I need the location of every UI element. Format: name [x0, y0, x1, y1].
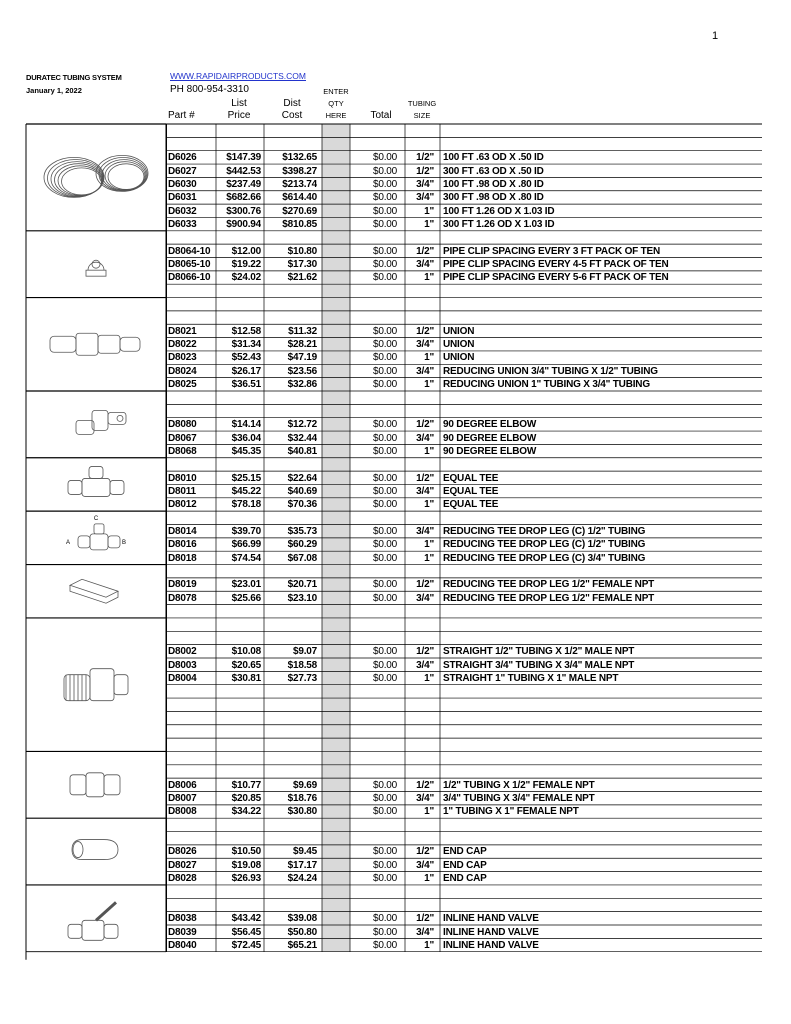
dist-cost: $21.62	[287, 272, 317, 284]
dist-cost: $132.65	[282, 152, 317, 164]
list-price: $147.39	[226, 152, 261, 164]
total-value: $0.00	[372, 873, 397, 885]
dist-cost: $9.07	[292, 646, 317, 658]
tubing-size: 1"	[424, 552, 434, 564]
total-value: $0.00	[372, 192, 397, 204]
tubing-size: 1"	[424, 272, 434, 284]
list-price: $20.85	[231, 793, 261, 804]
dist-cost: $12.72	[287, 419, 317, 431]
item-description: END CAP	[443, 859, 487, 871]
part-number: D8018	[168, 552, 197, 564]
list-price: $43.42	[231, 913, 261, 925]
part-number: D8008	[168, 806, 197, 818]
tubing-size: 1/2"	[416, 165, 434, 177]
dist-cost: $28.21	[287, 339, 317, 351]
dist-cost: $50.80	[287, 926, 317, 938]
total-value: $0.00	[372, 352, 397, 364]
list-price: $442.53	[226, 165, 261, 177]
dist-cost: $23.56	[287, 365, 317, 377]
list-price: $25.66	[231, 592, 261, 604]
dist-cost: $17.30	[287, 259, 317, 270]
item-description: PIPE CLIP SPACING EVERY 4-5 FT PACK OF TEN	[443, 259, 669, 270]
item-description: 100 FT .63 OD X .50 ID	[443, 152, 544, 164]
total-value: $0.00	[372, 432, 397, 444]
list-price: $12.00	[231, 245, 261, 257]
item-description: UNION	[443, 325, 475, 337]
dist-cost: $810.85	[282, 218, 317, 230]
total-value: $0.00	[372, 339, 397, 351]
tubing-size: 3/4"	[416, 659, 434, 671]
list-price: $14.14	[231, 419, 261, 431]
part-number: D8019	[168, 579, 197, 591]
tubing-size: 1"	[424, 873, 434, 885]
dist-cost: $23.10	[287, 592, 317, 604]
list-price: $72.45	[231, 939, 261, 951]
tubing-size: 3/4"	[416, 365, 434, 377]
list-price: $66.99	[231, 539, 261, 551]
dist-cost: $65.21	[287, 939, 317, 951]
item-description: REDUCING UNION 1" TUBING X 3/4" TUBING	[443, 379, 650, 391]
tubing-size: 1"	[424, 205, 434, 217]
dist-cost: $11.32	[288, 325, 317, 337]
item-description: STRAIGHT 3/4" TUBING X 3/4" MALE NPT	[443, 659, 635, 671]
list-price: $20.65	[231, 659, 261, 671]
part-number: D6030	[168, 178, 197, 190]
part-number: D8022	[168, 339, 197, 351]
part-number: D8007	[168, 793, 197, 804]
drop-leg-icon	[70, 579, 118, 603]
list-price: $10.77	[231, 779, 261, 791]
tubing-size: 1"	[424, 806, 434, 818]
part-number: D8080	[168, 419, 197, 431]
total-value: $0.00	[372, 165, 397, 177]
item-description: 100 FT 1.26 OD X 1.03 ID	[443, 205, 555, 217]
header-qty-2: QTY	[328, 99, 344, 108]
total-value: $0.00	[372, 485, 397, 497]
total-value: $0.00	[372, 579, 397, 591]
total-value: $0.00	[372, 272, 397, 284]
item-description: 300 FT .63 OD X .50 ID	[443, 165, 544, 177]
dist-cost: $18.58	[287, 659, 317, 671]
list-price: $300.76	[226, 205, 261, 217]
dist-cost: $213.74	[282, 178, 317, 190]
list-price: $10.50	[231, 846, 261, 858]
total-value: $0.00	[372, 205, 397, 217]
tubing-size: 1"	[424, 939, 434, 951]
item-description: EQUAL TEE	[443, 499, 499, 511]
item-description: END CAP	[443, 846, 487, 858]
item-description: REDUCING TEE DROP LEG 1/2" FEMALE NPT	[443, 579, 655, 591]
tubing-size: 1/2"	[416, 245, 434, 257]
list-price: $39.70	[231, 526, 261, 537]
tubing-size: 3/4"	[416, 259, 434, 270]
dist-cost: $9.45	[292, 846, 317, 858]
item-description: 90 DEGREE ELBOW	[443, 432, 537, 444]
tubing-size: 3/4"	[416, 432, 434, 444]
tubing-coil-icon	[44, 155, 148, 197]
part-number: D8012	[168, 499, 197, 511]
header-dist-2: Cost	[281, 110, 303, 121]
part-number: D8065-10	[168, 259, 211, 270]
tubing-size: 1/2"	[416, 579, 434, 591]
dist-cost: $614.40	[282, 192, 317, 204]
header-dist-1: Dist	[283, 98, 301, 109]
dist-cost: $17.17	[287, 859, 317, 871]
tubing-size: 3/4"	[416, 526, 434, 537]
part-number: D8026	[168, 846, 197, 858]
item-description: EQUAL TEE	[443, 472, 499, 484]
tubing-size: 1/2"	[416, 472, 434, 484]
list-price: $23.01	[231, 579, 261, 591]
dist-cost: $32.86	[287, 379, 317, 391]
item-description: 1" TUBING X 1" FEMALE NPT	[443, 806, 579, 818]
male-connector-icon	[64, 669, 128, 701]
total-value: $0.00	[372, 499, 397, 511]
tubing-size: 1"	[424, 445, 434, 457]
list-price: $31.34	[231, 339, 261, 351]
item-description: PIPE CLIP SPACING EVERY 5-6 FT PACK OF TEN	[443, 272, 669, 284]
list-price: $19.22	[231, 259, 261, 270]
dist-cost: $47.19	[287, 352, 317, 364]
item-description: INLINE HAND VALVE	[443, 939, 539, 951]
tubing-size: 3/4"	[416, 178, 434, 190]
phone-number: PH 800-954-3310	[170, 84, 249, 95]
list-price: $45.35	[231, 445, 261, 457]
list-price: $78.18	[231, 499, 261, 511]
tubing-size: 1/2"	[416, 846, 434, 858]
total-value: $0.00	[372, 779, 397, 791]
total-value: $0.00	[372, 259, 397, 270]
item-description: END CAP	[443, 873, 487, 885]
website-link[interactable]: WWW.RAPIDAIRPRODUCTS.COM	[170, 71, 306, 81]
header-qty-1: ENTER	[323, 87, 349, 96]
item-description: 3/4" TUBING X 3/4" FEMALE NPT	[443, 793, 595, 804]
item-description: 90 DEGREE ELBOW	[443, 445, 537, 457]
total-value: $0.00	[372, 793, 397, 804]
item-description: UNION	[443, 352, 475, 364]
header-size-2: SIZE	[413, 111, 431, 120]
total-value: $0.00	[372, 659, 397, 671]
list-price: $12.58	[231, 325, 261, 337]
item-description: 100 FT .98 OD X .80 ID	[443, 178, 544, 190]
part-number: D6031	[168, 192, 197, 204]
item-description: REDUCING TEE DROP LEG (C) 1/2" TUBING	[443, 526, 646, 537]
item-description: STRAIGHT 1" TUBING X 1" MALE NPT	[443, 672, 619, 684]
header-list-1: List	[231, 98, 247, 109]
tubing-size: 3/4"	[416, 926, 434, 938]
part-number: D8067	[168, 432, 197, 444]
item-description: INLINE HAND VALVE	[443, 913, 539, 925]
dist-cost: $270.69	[282, 205, 317, 217]
total-value: $0.00	[372, 552, 397, 564]
part-number: D8003	[168, 659, 197, 671]
part-number: D8027	[168, 859, 197, 871]
equal-tee-icon	[68, 466, 124, 496]
union-icon	[50, 333, 140, 355]
tubing-size: 1"	[424, 352, 434, 364]
total-value: $0.00	[372, 245, 397, 257]
part-number: D8004	[168, 672, 197, 684]
tubing-size: 3/4"	[416, 859, 434, 871]
tubing-size: 1/2"	[416, 779, 434, 791]
total-value: $0.00	[372, 646, 397, 658]
dist-cost: $18.76	[287, 793, 317, 804]
item-description: PIPE CLIP SPACING EVERY 3 FT PACK OF TEN	[443, 245, 661, 257]
dist-cost: $30.80	[287, 806, 317, 818]
list-price: $25.15	[231, 472, 261, 484]
total-value: $0.00	[372, 472, 397, 484]
part-number: D6033	[168, 218, 197, 230]
part-number: D8024	[168, 365, 197, 377]
header-total: Total	[370, 110, 392, 121]
page-number: 1	[712, 30, 719, 42]
part-number: D8039	[168, 926, 197, 938]
total-value: $0.00	[372, 846, 397, 858]
list-price: $56.45	[231, 926, 261, 938]
tubing-size: 1/2"	[416, 646, 434, 658]
pipe-clip-icon	[86, 260, 106, 276]
list-price: $682.66	[226, 192, 261, 204]
diagram-label: A	[65, 539, 71, 546]
item-description: REDUCING TEE DROP LEG 1/2" FEMALE NPT	[443, 592, 655, 604]
part-number: D8040	[168, 939, 197, 951]
total-value: $0.00	[372, 859, 397, 871]
item-description: REDUCING TEE DROP LEG (C) 1/2" TUBING	[443, 539, 646, 551]
list-price: $36.04	[231, 432, 261, 444]
dist-cost: $67.08	[287, 552, 317, 564]
reducing-tee-icon	[78, 524, 120, 550]
total-value: $0.00	[372, 939, 397, 951]
part-number: D6027	[168, 165, 197, 177]
part-number: D8068	[168, 445, 197, 457]
dist-cost: $10.80	[287, 245, 317, 257]
tubing-size: 3/4"	[416, 793, 434, 804]
list-price: $24.02	[231, 272, 261, 284]
elbow-icon	[76, 410, 126, 434]
total-value: $0.00	[372, 152, 397, 164]
part-number: D6032	[168, 205, 197, 217]
item-description: 1/2" TUBING X 1/2" FEMALE NPT	[443, 779, 595, 791]
list-price: $36.51	[231, 379, 261, 391]
total-value: $0.00	[372, 379, 397, 391]
item-description: STRAIGHT 1/2" TUBING X 1/2" MALE NPT	[443, 646, 635, 658]
list-price: $52.43	[231, 352, 261, 364]
hand-valve-icon	[68, 902, 118, 940]
total-value: $0.00	[372, 926, 397, 938]
dist-cost: $39.08	[287, 913, 317, 925]
item-description: INLINE HAND VALVE	[443, 926, 539, 938]
tubing-size: 1"	[424, 379, 434, 391]
dist-cost: $60.29	[287, 539, 317, 551]
list-price: $26.93	[231, 873, 261, 885]
tubing-size: 1"	[424, 499, 434, 511]
total-value: $0.00	[372, 539, 397, 551]
part-number: D8023	[168, 352, 197, 364]
part-number: D8006	[168, 779, 197, 791]
item-description: REDUCING UNION 3/4" TUBING X 1/2" TUBING	[443, 365, 658, 377]
dist-cost: $32.44	[287, 432, 317, 444]
tubing-size: 3/4"	[416, 592, 434, 604]
header-size-1: TUBING	[407, 99, 437, 108]
part-number: D8016	[168, 539, 197, 551]
tubing-size: 1/2"	[416, 325, 434, 337]
total-value: $0.00	[372, 806, 397, 818]
total-value: $0.00	[372, 325, 397, 337]
dist-cost: $70.36	[287, 499, 317, 511]
total-value: $0.00	[372, 913, 397, 925]
item-description: UNION	[443, 339, 475, 351]
list-price: $237.49	[226, 178, 261, 190]
part-number: D8002	[168, 646, 197, 658]
tubing-size: 1/2"	[416, 913, 434, 925]
dist-cost: $20.71	[287, 579, 317, 591]
header-part: Part #	[168, 110, 195, 121]
tubing-size: 3/4"	[416, 339, 434, 351]
list-price: $19.08	[231, 859, 261, 871]
total-value: $0.00	[372, 526, 397, 537]
total-value: $0.00	[372, 592, 397, 604]
total-value: $0.00	[372, 419, 397, 431]
diagram-label: C	[93, 515, 99, 522]
part-number: D8025	[168, 379, 197, 391]
dist-cost: $22.64	[287, 472, 317, 484]
tubing-size: 3/4"	[416, 485, 434, 497]
tubing-size: 1"	[424, 539, 434, 551]
total-value: $0.00	[372, 178, 397, 190]
dist-cost: $9.69	[292, 779, 317, 791]
total-value: $0.00	[372, 445, 397, 457]
list-price: $10.08	[231, 646, 261, 658]
part-number: D8038	[168, 913, 197, 925]
company-name: DURATEC TUBING SYSTEM	[26, 73, 122, 82]
dist-cost: $27.73	[287, 672, 317, 684]
part-number: D6026	[168, 152, 197, 164]
list-price: $26.17	[231, 365, 261, 377]
item-description: 90 DEGREE ELBOW	[443, 419, 537, 431]
dist-cost: $398.27	[282, 165, 317, 177]
end-cap-icon	[72, 840, 118, 860]
part-number: D8028	[168, 873, 197, 885]
tubing-size: 1/2"	[416, 419, 434, 431]
female-connector-icon	[70, 773, 120, 797]
tubing-size: 1"	[424, 672, 434, 684]
dist-cost: $35.73	[287, 526, 317, 537]
tubing-size: 1"	[424, 218, 434, 230]
part-number: D8078	[168, 592, 197, 604]
list-price: $45.22	[231, 485, 261, 497]
total-value: $0.00	[372, 672, 397, 684]
price-date: January 1, 2022	[26, 86, 82, 95]
item-description: 300 FT .98 OD X .80 ID	[443, 192, 544, 204]
dist-cost: $24.24	[287, 873, 317, 885]
item-description: EQUAL TEE	[443, 485, 499, 497]
item-description: 300 FT 1.26 OD X 1.03 ID	[443, 218, 555, 230]
diagram-label: B	[121, 539, 127, 546]
part-number: D8064-10	[168, 245, 211, 257]
tubing-size: 1/2"	[416, 152, 434, 164]
dist-cost: $40.69	[287, 485, 317, 497]
list-price: $30.81	[231, 672, 261, 684]
part-number: D8011	[168, 485, 196, 497]
list-price: $900.94	[226, 218, 261, 230]
list-price: $74.54	[231, 552, 261, 564]
total-value: $0.00	[372, 218, 397, 230]
part-number: D8021	[168, 325, 197, 337]
part-number: D8066-10	[168, 272, 211, 284]
part-number: D8010	[168, 472, 197, 484]
header-qty-3: HERE	[325, 111, 347, 120]
item-description: REDUCING TEE DROP LEG (C) 3/4" TUBING	[443, 552, 646, 564]
list-price: $34.22	[231, 806, 261, 818]
dist-cost: $40.81	[287, 445, 317, 457]
header-list-2: Price	[227, 110, 251, 121]
total-value: $0.00	[372, 365, 397, 377]
tubing-size: 3/4"	[416, 192, 434, 204]
part-number: D8014	[168, 526, 197, 537]
